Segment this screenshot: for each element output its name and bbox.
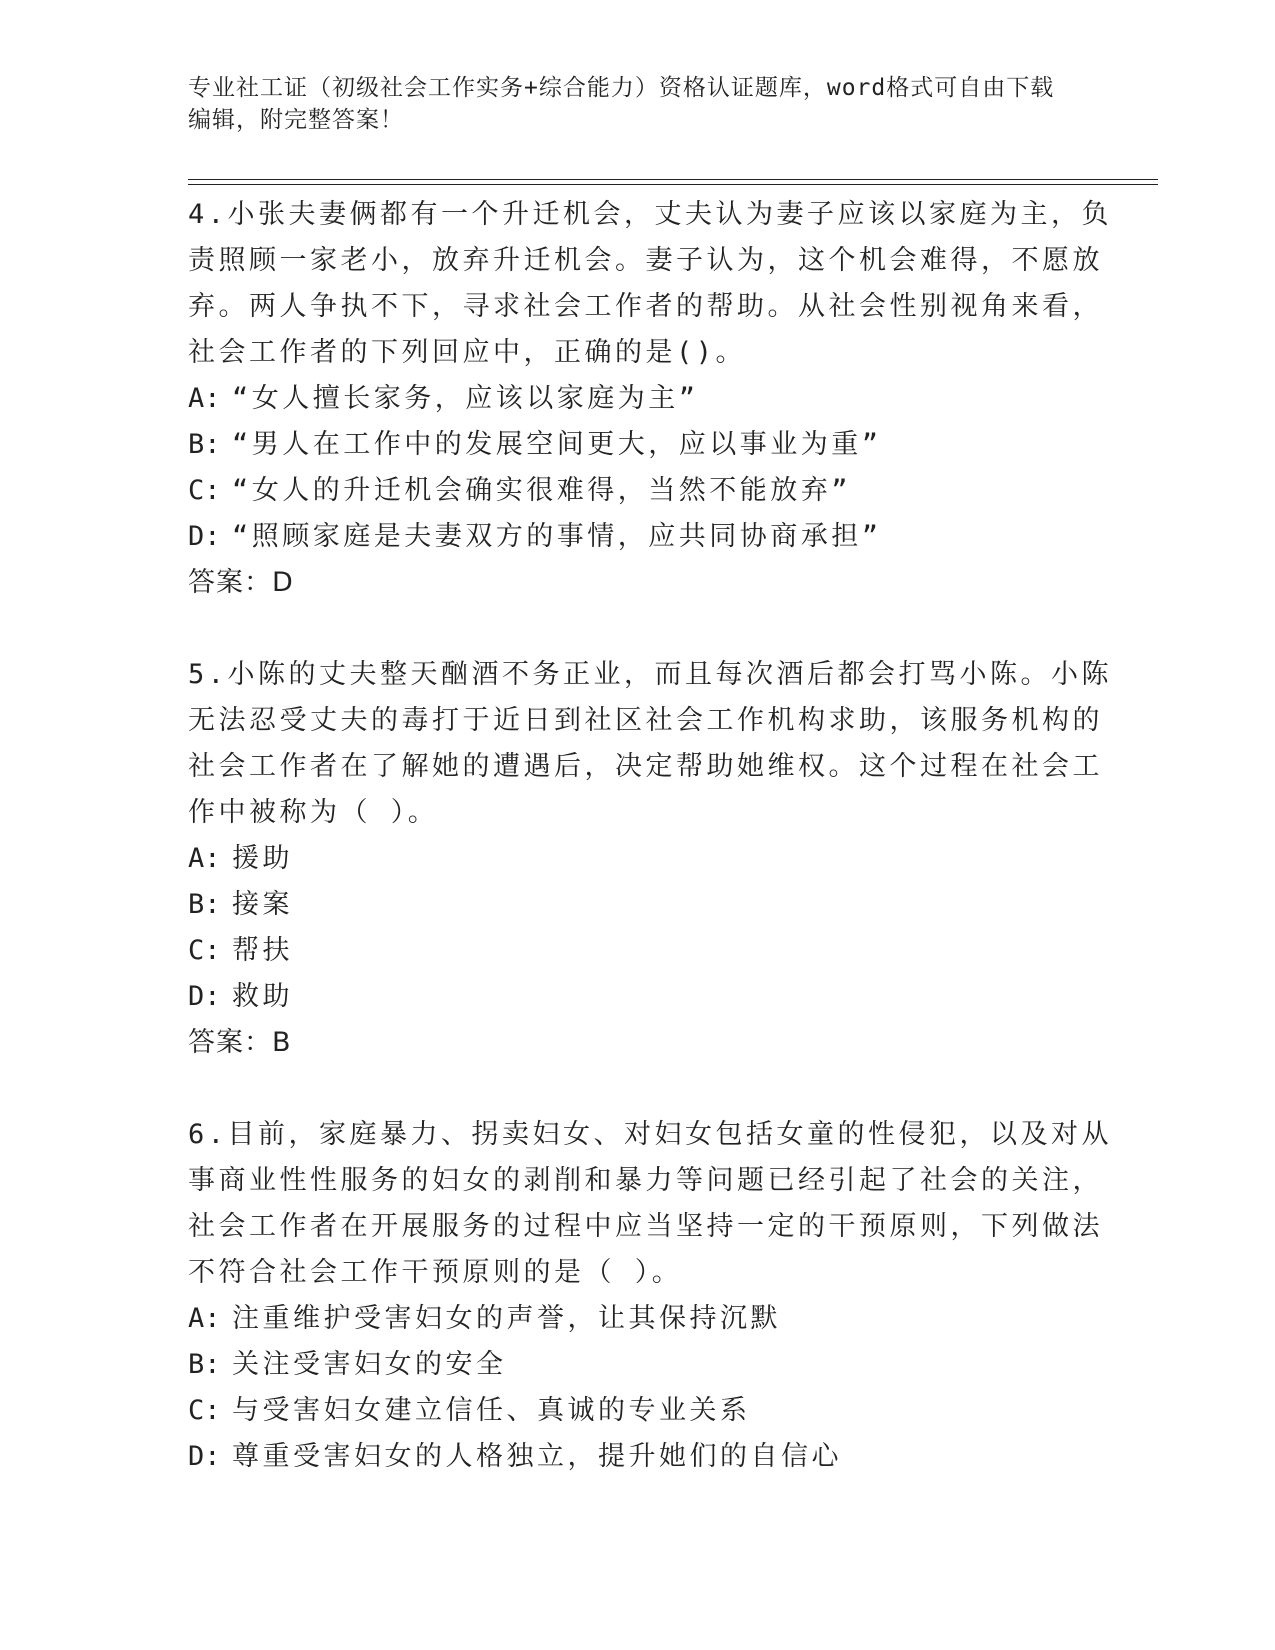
option-text: 尊重受害妇女的人格独立，提升她们的自信心: [232, 1441, 842, 1472]
option-key: D:: [188, 1441, 221, 1472]
question-stem-line: 5.小陈的丈夫整天酗酒不务正业，而且每次酒后都会打骂小陈。小陈: [188, 659, 1113, 690]
option-text: “男人在工作中的发展空间更大，应以事业为重”: [232, 429, 882, 460]
option-key: D:: [188, 521, 221, 552]
question-list: [188, 192, 1113, 1526]
document-header: [188, 72, 1088, 136]
option-b: [188, 882, 1068, 928]
answer-label: 答案：B: [188, 1027, 292, 1058]
option-d: [188, 514, 1068, 560]
option-key: B:: [188, 429, 221, 460]
question-stem-line: 责照顾一家老小，放弃升迁机会。妻子认为，这个机会难得，不愿放: [188, 245, 1103, 276]
option-d: [188, 974, 1068, 1020]
question-stem-line: 社会工作者的下列回应中，正确的是()。: [188, 337, 747, 368]
option-key: B:: [188, 1349, 221, 1380]
option-text: “照顾家庭是夫妻双方的事情，应共同协商承担”: [232, 521, 882, 552]
question-stem-line: 6.目前，家庭暴力、拐卖妇女、对妇女包括女童的性侵犯，以及对从: [188, 1119, 1113, 1150]
option-a: [188, 376, 1068, 422]
option-key: B:: [188, 889, 221, 920]
header-line: 专业社工证（初级社会工作实务+综合能力）资格认证题库，word格式可自由下载: [188, 75, 1055, 101]
option-key: D:: [188, 981, 221, 1012]
header-line: 编辑，附完整答案！: [188, 107, 404, 133]
option-key: C:: [188, 935, 221, 966]
option-text: 帮扶: [232, 935, 293, 966]
question-4: [188, 192, 1113, 606]
option-text: “女人擅长家务，应该以家庭为主”: [232, 383, 699, 414]
option-key: A:: [188, 383, 221, 414]
question-6: [188, 1112, 1113, 1480]
option-key: A:: [188, 843, 221, 874]
question-5: [188, 652, 1113, 1066]
option-text: 接案: [232, 889, 293, 920]
question-stem-line: 不符合社会工作干预原则的是（ ）。: [188, 1257, 683, 1288]
option-text: 援助: [232, 843, 293, 874]
option-key: C:: [188, 1395, 221, 1426]
option-c: [188, 1388, 1068, 1434]
option-key: C:: [188, 475, 221, 506]
question-stem-line: 社会工作者在了解她的遭遇后，决定帮助她维权。这个过程在社会工: [188, 751, 1103, 782]
option-text: 关注受害妇女的安全: [232, 1349, 507, 1380]
option-a: [188, 836, 1068, 882]
option-key: A:: [188, 1303, 221, 1334]
option-a: [188, 1296, 1068, 1342]
option-text: 救助: [232, 981, 293, 1012]
answer-label: 答案：D: [188, 567, 294, 598]
option-b: [188, 1342, 1068, 1388]
question-stem-line: 事商业性性服务的妇女的剥削和暴力等问题已经引起了社会的关注，: [188, 1165, 1103, 1196]
option-text: “女人的升迁机会确实很难得，当然不能放弃”: [232, 475, 852, 506]
question-stem-line: 作中被称为（ ）。: [188, 797, 439, 828]
option-text: 注重维护受害妇女的声誉，让其保持沉默: [232, 1303, 781, 1334]
question-stem-line: 弃。两人争执不下，寻求社会工作者的帮助。从社会性别视角来看，: [188, 291, 1103, 322]
question-stem-line: 无法忍受丈夫的毒打于近日到社区社会工作机构求助，该服务机构的: [188, 705, 1103, 736]
header-divider-bottom: [188, 184, 1158, 185]
option-b: [188, 422, 1068, 468]
option-c: [188, 468, 1068, 514]
header-divider-top: [188, 179, 1158, 180]
option-c: [188, 928, 1068, 974]
option-d: [188, 1434, 1068, 1480]
question-stem-line: 社会工作者在开展服务的过程中应当坚持一定的干预原则，下列做法: [188, 1211, 1103, 1242]
option-text: 与受害妇女建立信任、真诚的专业关系: [232, 1395, 751, 1426]
question-stem-line: 4.小张夫妻俩都有一个升迁机会，丈夫认为妻子应该以家庭为主，负: [188, 199, 1113, 230]
